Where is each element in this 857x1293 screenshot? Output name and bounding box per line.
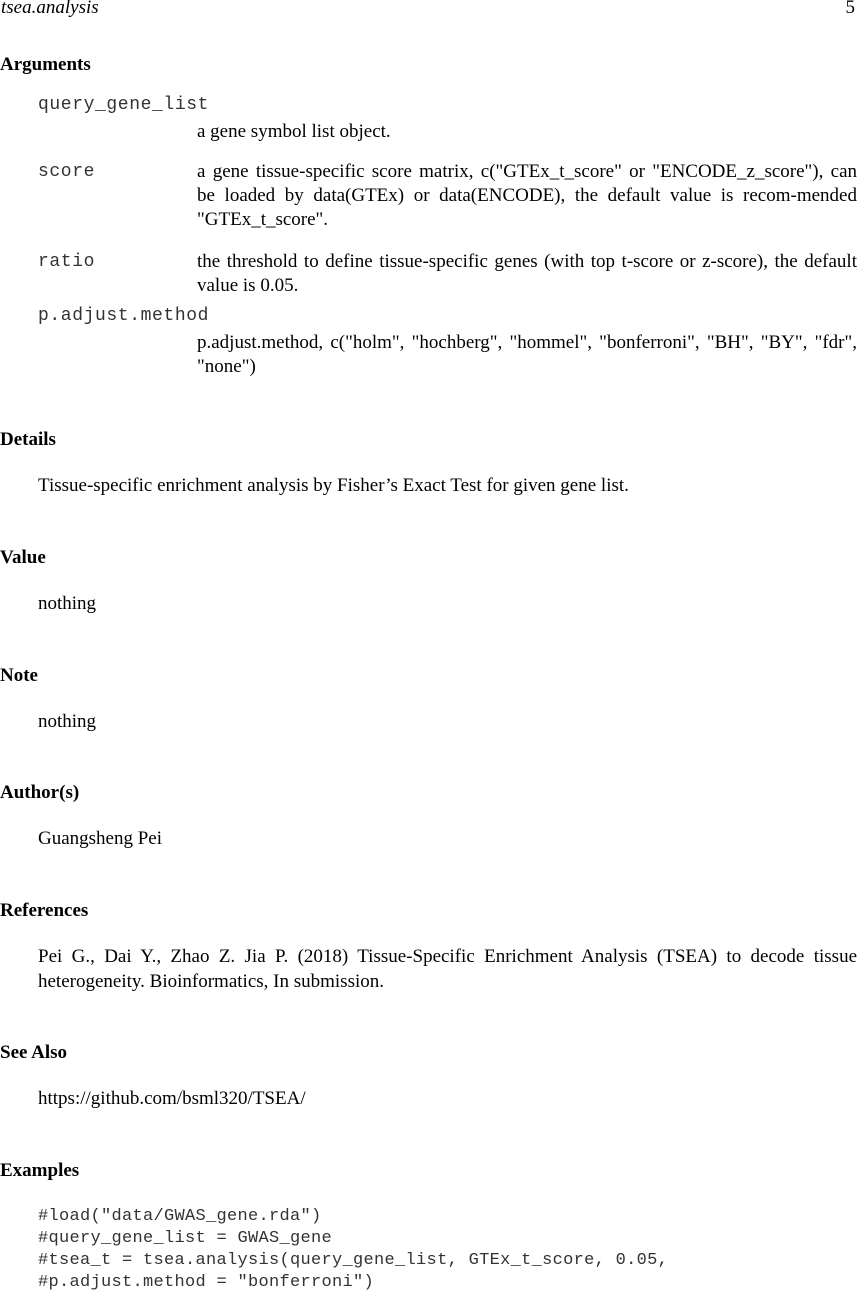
page-number: 5: [845, 0, 855, 18]
running-title: tsea.analysis: [1, 0, 99, 18]
example-code-line: #query_gene_list = GWAS_gene: [38, 1229, 333, 1248]
value-heading: Value: [0, 547, 46, 568]
authors-text: Guangsheng Pei: [38, 828, 163, 849]
example-code-line: #p.adjust.method = "bonferroni"): [38, 1273, 375, 1292]
references-heading: References: [0, 900, 89, 921]
page-header: [0, 0, 857, 22]
note-text: nothing: [38, 711, 97, 732]
argument-name-ratio: ratio: [38, 252, 96, 272]
see-also-link[interactable]: https://github.com/bsml320/TSEA/: [38, 1088, 306, 1109]
argument-description-ratio: the threshold to define tissue-specific genes (with top t-score or z-score), the default value is 0.05.: [197, 251, 857, 296]
examples-heading: Examples: [0, 1160, 80, 1181]
argument-description-p-adjust-method: p.adjust.method, c("holm", "hochberg", "hommel", "bonferroni", "BH", "BY", "fdr", "none"): [197, 332, 857, 377]
argument-name-score: score: [38, 162, 96, 182]
value-text: nothing: [38, 593, 97, 614]
example-code-line: #tsea_t = tsea.analysis(query_gene_list, GTEx_t_score, 0.05,: [38, 1251, 669, 1270]
example-code-line: #load("data/GWAS_gene.rda"): [38, 1207, 322, 1226]
details-heading: Details: [0, 429, 56, 450]
references-text: Pei G., Dai Y., Zhao Z. Jia P. (2018) Tissue-Specific Enrichment Analysis (TSEA) to decode tissue heterogeneity. Bioinformatics, In submission.: [38, 946, 857, 992]
authors-heading: Author(s): [0, 782, 80, 803]
see-also-heading: See Also: [0, 1042, 68, 1063]
details-text: Tissue-specific enrichment analysis by Fisher’s Exact Test for given gene list.: [38, 475, 629, 496]
note-heading: Note: [0, 665, 38, 686]
argument-description-query-gene-list: a gene symbol list object.: [197, 121, 391, 142]
argument-name-p-adjust-method: p.adjust.method: [38, 306, 210, 326]
argument-description-score: a gene tissue-specific score matrix, c("GTEx_t_score" or "ENCODE_z_score"), can be loaded by data(GTEx) or data(ENCODE), the default value is recom-mended "GTEx_t_score".: [197, 161, 857, 230]
argument-name-query-gene-list: query_gene_list: [38, 95, 210, 115]
arguments-heading: Arguments: [0, 54, 91, 75]
